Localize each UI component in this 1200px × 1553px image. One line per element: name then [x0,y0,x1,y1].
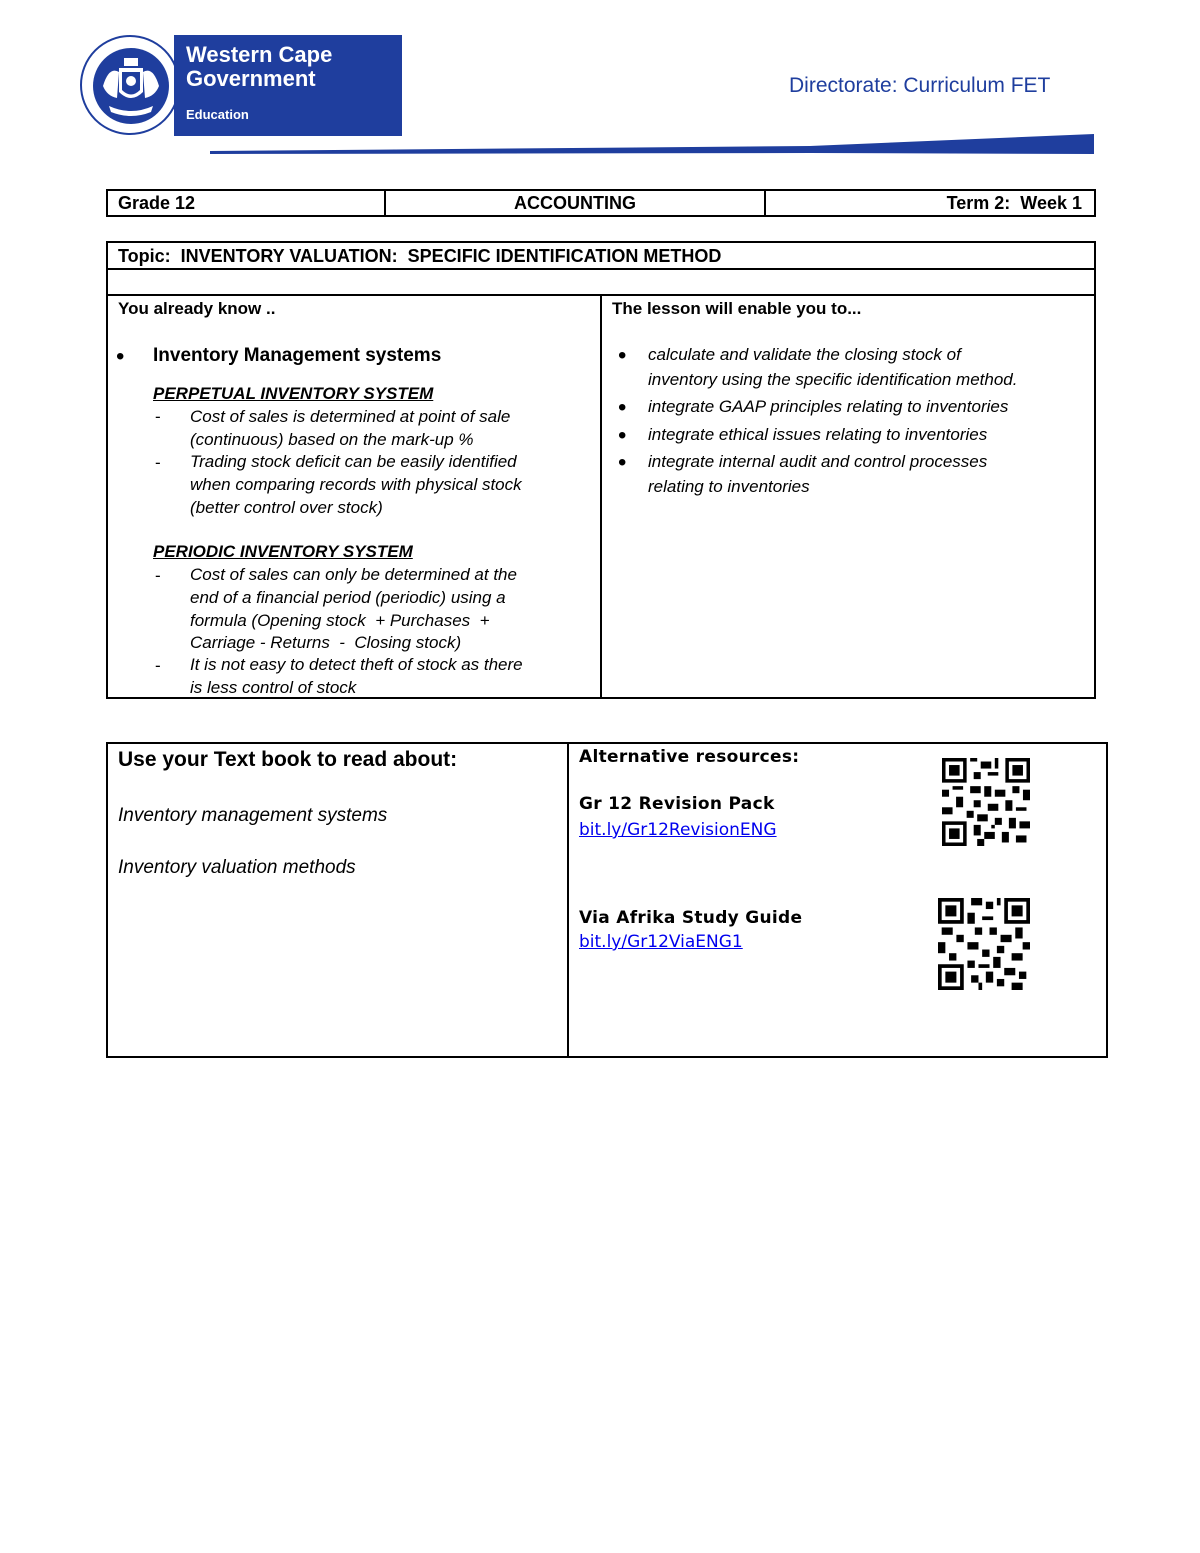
perpetual-item-2-l1: Trading stock deficit can be easily identified [190,452,517,471]
divider [567,744,569,1056]
lesson-table [106,241,1096,699]
logo-line-2: Government [186,66,316,91]
objective-4-l2: relating to inventories [648,477,810,496]
perpetual-item-1-l1: Cost of sales is determined at point of sale [190,407,511,426]
logo-text-box [174,35,402,136]
inventory-systems-bullet: Inventory Management systems [153,345,442,366]
periodic-title: PERIODIC INVENTORY SYSTEM [153,542,413,561]
dash-icon: - [155,453,161,472]
alt-resources-heading: Alternative resources: [579,747,800,767]
logo-line-3: Education [186,107,249,122]
divider [764,191,766,215]
objective-3: integrate ethical issues relating to inventories [648,425,988,444]
perpetual-item-1-l2: (continuous) based on the mark-up % [190,430,474,449]
wcg-logo [80,35,402,136]
info-row [106,189,1096,217]
perpetual-title: PERPETUAL INVENTORY SYSTEM [153,384,434,403]
textbook-heading: Use your Text book to read about: [118,748,458,771]
dash-icon: - [155,566,161,585]
objective-1-l2: inventory using the specific identification method. [648,370,1018,389]
bullet-icon: • [618,394,627,421]
divider [108,268,1094,270]
divider [600,296,602,697]
perpetual-item-2-l3: (better control over stock) [190,498,383,517]
already-know-heading: You already know .. [118,299,276,318]
resources-table [106,742,1108,1058]
bullet-icon: • [618,449,627,476]
dash-icon: - [155,407,161,426]
via-afrika-link[interactable]: bit.ly/Gr12ViaENG1 [579,932,743,952]
topic-heading: Topic: INVENTORY VALUATION: SPECIFIC IDENTIFICATION METHOD [118,246,722,266]
periodic-item-1-l2: end of a financial period (periodic) using a [190,588,506,607]
bullet-icon: • [618,422,627,449]
crest-badge [80,35,180,135]
term-label: Term 2: Week 1 [946,193,1082,213]
periodic-item-2-l1: It is not easy to detect theft of stock as there [190,655,523,674]
revision-pack-title: Gr 12 Revision Pack [579,794,775,814]
lesson-enable-heading: The lesson will enable you to... [612,299,862,318]
periodic-item-1-l3: formula (Opening stock + Purchases + [190,611,490,630]
dash-icon: - [155,656,161,675]
coat-of-arms-icon [91,46,171,126]
periodic-item-2-l2: is less control of stock [190,678,357,697]
objective-2: integrate GAAP principles relating to inventories [648,397,1009,416]
grade-label: Grade 12 [118,193,196,213]
periodic-item-1-l1: Cost of sales can only be determined at the [190,565,517,584]
objective-1-l1: calculate and validate the closing stock of [648,345,961,364]
subject-label: ACCOUNTING [514,193,636,213]
via-afrika-title: Via Afrika Study Guide [579,908,803,928]
qr-code-icon [938,898,1030,990]
revision-pack-link[interactable]: bit.ly/Gr12RevisionENG [579,820,777,840]
qr-code-icon [942,758,1030,846]
textbook-item-1: Inventory management systems [118,805,388,826]
periodic-item-1-l4: Carriage - Returns - Closing stock) [190,633,462,652]
bullet-icon: • [618,342,627,369]
directorate-label: Directorate: Curriculum FET [789,74,1051,97]
perpetual-item-2-l2: when comparing records with physical stock [190,475,522,494]
textbook-item-2: Inventory valuation methods [118,857,356,878]
logo-line-1: Western Cape [186,42,333,67]
bullet-icon: • [116,343,125,370]
objective-4-l1: integrate internal audit and control processes [648,452,988,471]
header-swoosh [210,132,1096,156]
